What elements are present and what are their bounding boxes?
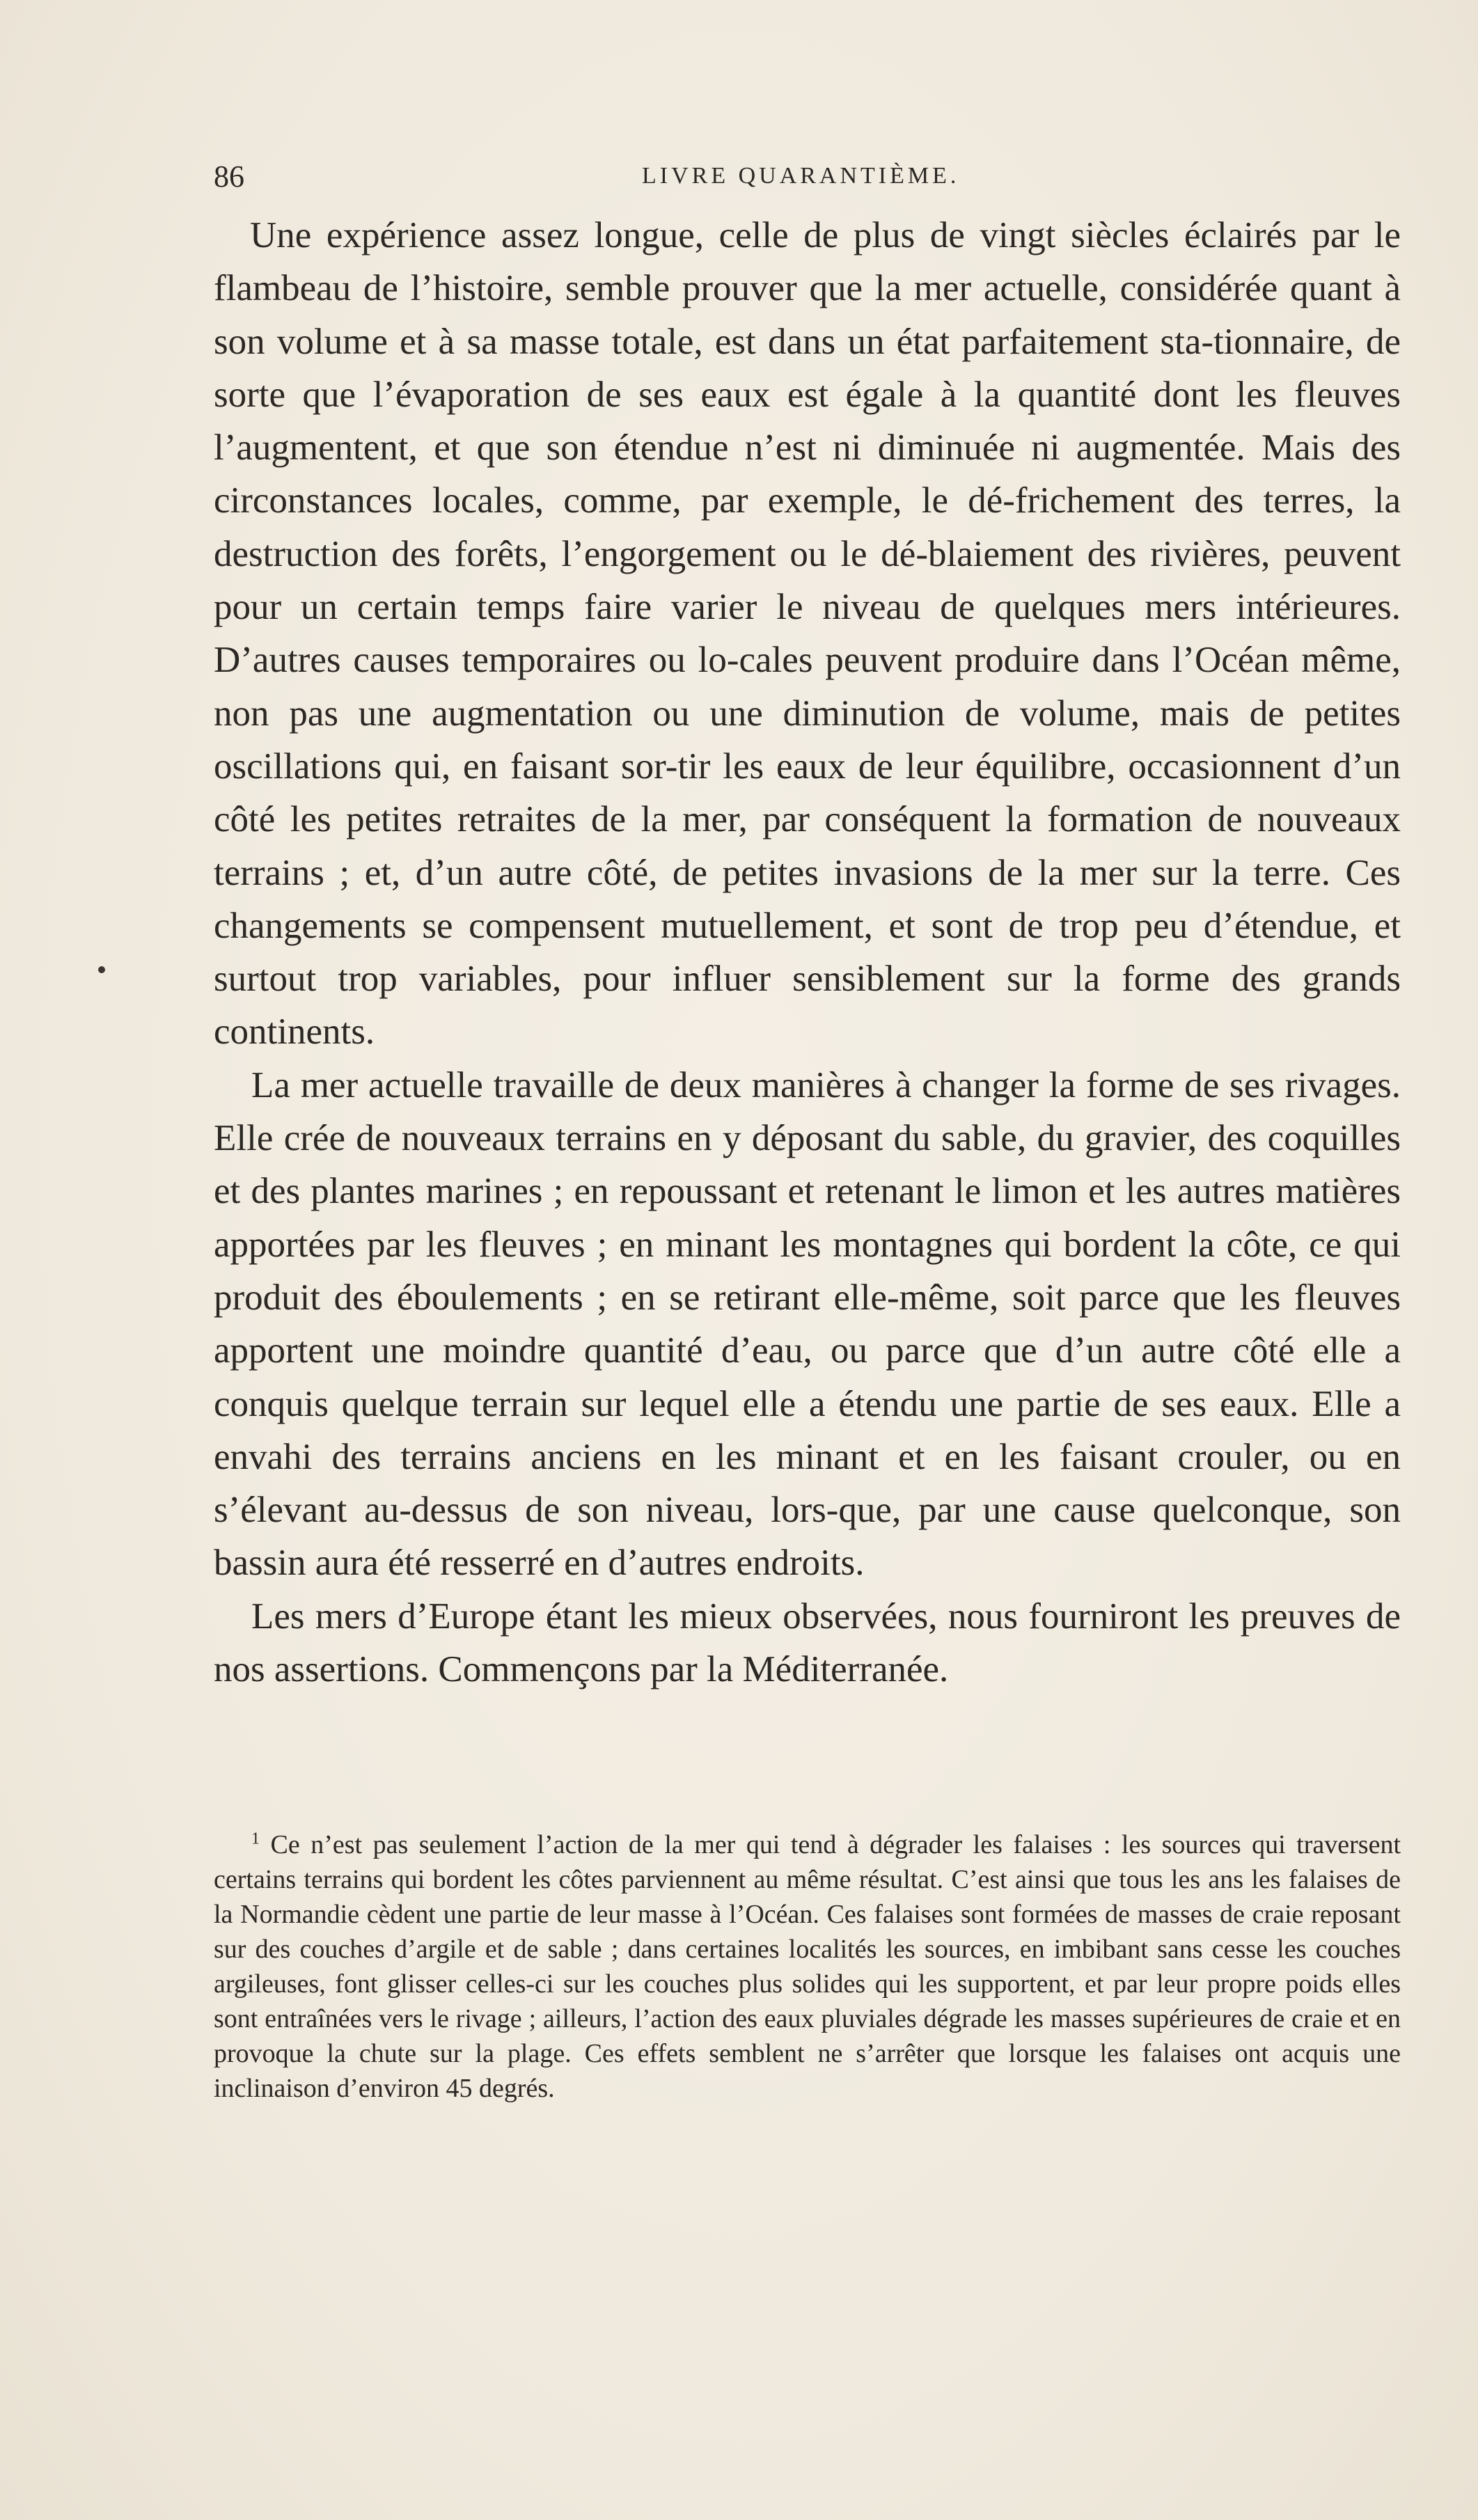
footnote-text: Ce n’est pas seulement l’action de la mer qui tend à dégrader les falaises : les sources qui traversent certains terrains qui bordent les côtes parviennent au même résultat. C’est ainsi que tous les ans les falaises de la Normandie cèdent une partie de leur masse à l’Océan. Ces falaises sont formées de masses de craie reposant sur des couches d’argile et de sable ; dans certaines localités les sources, en imbibant sans cesse les couches argileuses, font glisser celles-ci sur les couches plus solides qui les supportent, et par leur propre poids elles sont entraînées vers le rivage ; ailleurs, l’action des eaux pluviales dégrade les masses supérieures de craie et en provoque la chute sur la plage. Ces effets semblent ne s’arrêter que lorsque les falaises ont acquis une inclinaison d’environ 45 degrés. xyxy=(214,1830,1401,2103)
footnote xyxy=(214,1827,1401,2106)
paragraph-3: Les mers d’Europe étant les mieux observées, nous fourniront les preuves de nos assertions. Commençons par la Méditerranée. xyxy=(214,1596,1401,1690)
body-text xyxy=(214,209,1401,1696)
paragraph-2: La mer actuelle travaille de deux manières à changer la forme de ses rivages. Elle crée de nouveaux terrains en y déposant du sable, du gravier, des coquilles et des plantes marines ; en repoussant et retenant le limon et les autres matières apportées par les fleuves ; en minant les montagnes qui bordent la côte, ce qui produit des éboulements ; en se retirant elle-même, soit parce que les fleuves apportent une moindre quantité d’eau, ou parce que d’un autre côté elle a conquis quelque terrain sur lequel elle a étendu une partie de ses eaux. Elle a envahi des terrains anciens en les minant et en les faisant crouler, ou en s’élevant au-dessus de son niveau, lors-que, par une cause quelconque, son bassin aura été resserré en d’autres endroits. xyxy=(214,1064,1401,1584)
footnote-marker: 1 xyxy=(251,1829,260,1848)
running-head: LIVRE QUARANTIÈME. xyxy=(642,163,960,189)
paragraph-1: Une expérience assez longue, celle de plus de vingt siècles éclairés par le flambeau de l’histoire, semble prouver que la mer actuelle, considérée quant à son volume et à sa masse totale, est dans un état parfaitement sta-tionnaire, de sorte que l’évaporation de ses eaux est égale à la quantité dont les fleuves l’augmentent, et que son étendue n’est ni diminuée ni augmentée. Mais des circonstances locales, comme, par exemple, le dé-frichement des terres, la destruction des forêts, l’engorgement ou le dé-blaiement des rivières, peuvent pour un certain temps faire varier le niveau de quelques mers intérieures. D’autres causes temporaires ou lo-cales peuvent produire dans l’Océan même, non pas une augmentation ou une diminution de volume, mais de petites oscillations qui, en faisant sor-tir les eaux de leur équilibre, occasionnent d’un côté les petites retraites de la mer, par conséquent la formation de nouveaux terrains ; et, d’un autre côté, de petites invasions de la mer sur la terre. Ces changements se compensent mutuellement, et sont de trop peu d’étendue, et surtout trop variables, pour influer sensiblement sur la forme des grands continents. xyxy=(214,215,1401,1053)
margin-ink-dot xyxy=(98,966,105,973)
page-number: 86 xyxy=(214,159,244,194)
page-header xyxy=(214,153,1411,195)
